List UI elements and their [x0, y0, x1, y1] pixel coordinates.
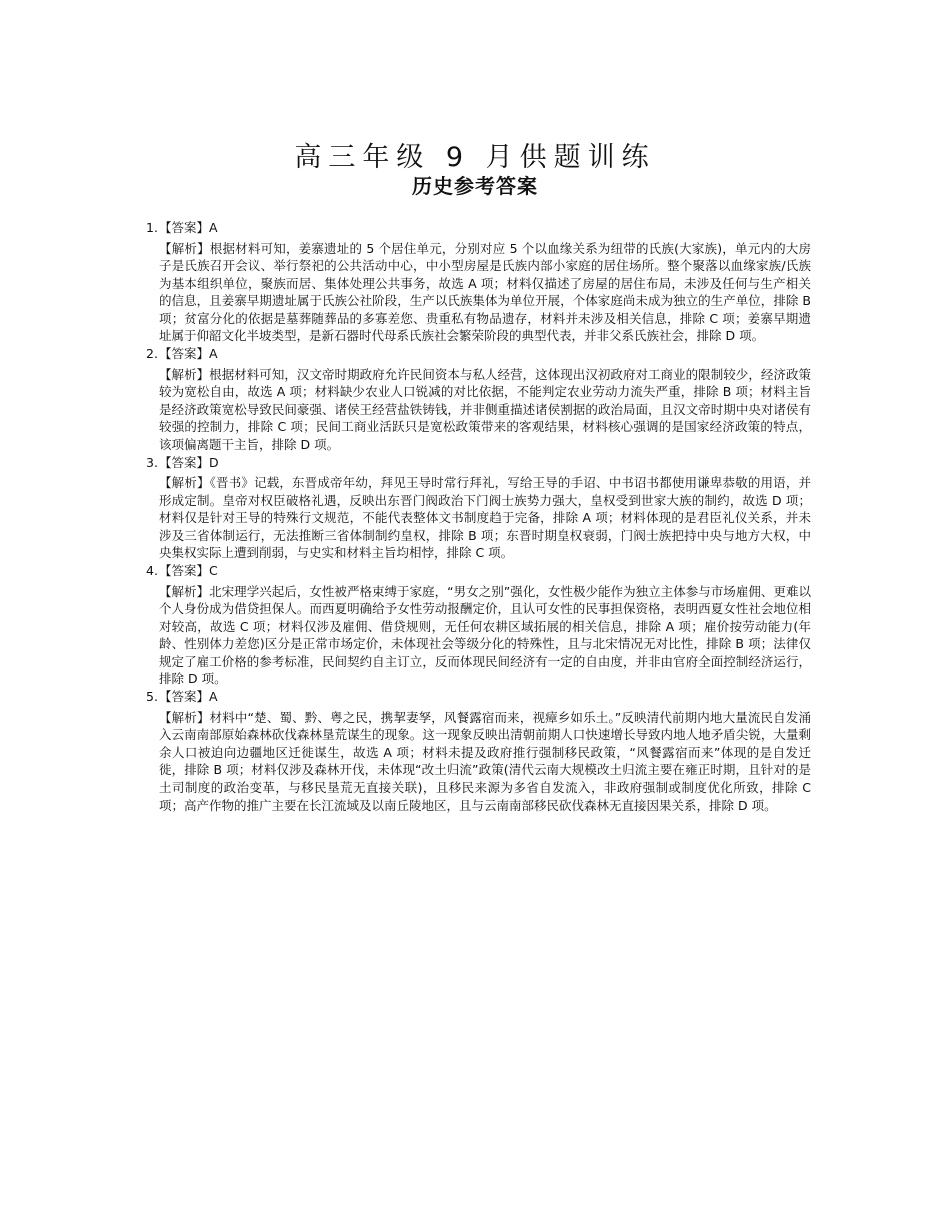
- answer-line: [146, 562, 811, 580]
- answer-item: [146, 562, 811, 688]
- item-number: 4.: [146, 563, 158, 578]
- answer-line: [146, 454, 811, 472]
- answer-label: 【答案】C: [158, 563, 218, 578]
- analysis-paragraph: 【解析】根据材料可知，汉文帝时期政府允许民间资本与私人经营，这体现出汉初政府对工商业的限制较少，经济政策较为宽松自由，故选 A 项；材料缺少农业人口锐减的对比依据，不能判定农业劳动力流失严重，排除 B 项；材料主旨是经济政策宽松导致民间豪强、诸侯王经营盐铁铸钱，并非侧重描述诸侯割据的政治局面，且汉文帝时期中央对诸侯有较强的控制力，排除 C 项；民间工商业活跃只是宽松政策带来的客观结果，材料核心强调的是国家经济政策的特点，该项偏离题干主旨，排除 D 项。: [159, 366, 811, 452]
- analysis-paragraph: 【解析】北宋理学兴起后，女性被严格束缚于家庭，“男女之别”强化，女性极少能作为独立主体参与市场雇佣、更难以个人身份成为借贷担保人。而西夏明确给予女性劳动报酬定价，且认可女性的民事担保资格，表明西夏女性社会地位相对较高，故选 C 项；材料仅涉及雇佣、借贷规则，无任何农耕区域拓展的相关信息，排除 A 项；雇价按劳动能力(年龄、性别体力差您)区分是正常市场定价，未体现社会等级分化的特殊性，且与北宋情况无对比性，排除 B 项；法律仅规定了雇工价格的参考标准，民间契约自主订立，反而体现民间经济有一定的自由度，并非由官府全面控制经济运行，排除 D 项。: [159, 583, 811, 687]
- item-number: 5.: [146, 689, 158, 705]
- answer-item: [146, 219, 811, 345]
- analysis-paragraph: 【解析】《晋书》记载，东晋成帝年幼，拜见王导时常行拜礼，写给王导的手诏、中书诏书都使用谦卑恭敬的用语，并形成定制。皇帝对权臣破格礼遇，反映出东晋门阀政治下门阀士族势力强大，皇权受到世家大族的制约，故选 D 项；材料仅是针对王导的特殊行文规范，不能代表整体文书制度趋于完备，排除 A 项；材料体现的是君臣礼仪关系，并未涉及三省体制运行，无法推断三省体制制约皇权，排除 B 项；东晋时期皇权衰弱，门阀士族把持中央与地方大权，中央集权实际上遭到削弱，与史实和材料主旨均相悖，排除 C 项。: [159, 475, 811, 561]
- answer-label: 【答案】A: [158, 346, 218, 362]
- document-title: 高三年级 9 月供题训练: [294, 142, 656, 173]
- answer-line: [146, 219, 811, 237]
- answer-line: [146, 345, 811, 363]
- answer-list: [146, 219, 811, 814]
- item-number: 2.: [146, 346, 158, 362]
- answer-label: 【答案】A: [158, 220, 218, 235]
- document-subtitle: 历史参考答案: [412, 174, 538, 198]
- answer-label: 【答案】D: [158, 454, 219, 470]
- answer-line: [146, 688, 811, 706]
- analysis-paragraph: 【解析】根据材料可知，姜寨遗址的 5 个居住单元，分别对应 5 个以血缘关系为纽带的氏族(大家族)，单元内的大房子是氏族召开会议、举行祭祀的公共活动中心，中小型房屋是氏族内部小家庭的居住场所。整个聚落以血缘家族/氏族为基本组织单位，聚族而居、集体处理公共事务，故选 A 项；材料仅描述了房屋的居住布局，未涉及任何与生产相关的信息，且姜寨早期遗址属于氏族公社阶段，生产以氏族集体为单位开展，个体家庭尚未成为独立的生产单位，排除 B 项；贫富分化的依据是墓葬随葬品的多寡差您、贵重私有物品遗存，材料并未涉及相关信息，排除 C 项；姜寨早期遗址属于仰韶文化半坡类型，是新石器时代母系氏族社会繁荣阶段的典型代表，并非父系氏族社会，排除 D 项。: [159, 240, 811, 344]
- analysis-paragraph: 【解析】材料中“楚、蜀、黔、粤之民，携挈妻孥，风餐露宿而来，视瘴乡如乐土。”反映清代前期内地大量流民自发涌入云南南部原始森林砍伐森林垦荒谋生的现象。这一现象反映出清朝前期人口快速增长导致内地人地矛盾尖锐，大量剩余人口被迫向边疆地区迁徙谋生，故选 A 项；材料未提及政府推行强制移民政策，“风餐露宿而来”体现的是自发迁徙，排除 B 项；材料仅涉及森林开伐，未体现“改土归流”政策(清代云南大规模改土归流主要在雍正时期，且针对的是土司制度的政治变革，与移民垦荒无直接关联)，且移民来源为多省自发流入，非政府强制或制度优化所致，排除 C 项；高产作物的推广主要在长江流域及以南丘陵地区，且与云南南部移民砍伐森林无直接因果关系，排除 D 项。: [159, 709, 811, 813]
- answer-item: [146, 454, 811, 562]
- answer-item: [146, 345, 811, 453]
- answer-label: 【答案】A: [158, 689, 218, 705]
- item-number: 1.: [146, 220, 158, 235]
- answer-item: [146, 688, 811, 814]
- item-number: 3.: [146, 454, 158, 470]
